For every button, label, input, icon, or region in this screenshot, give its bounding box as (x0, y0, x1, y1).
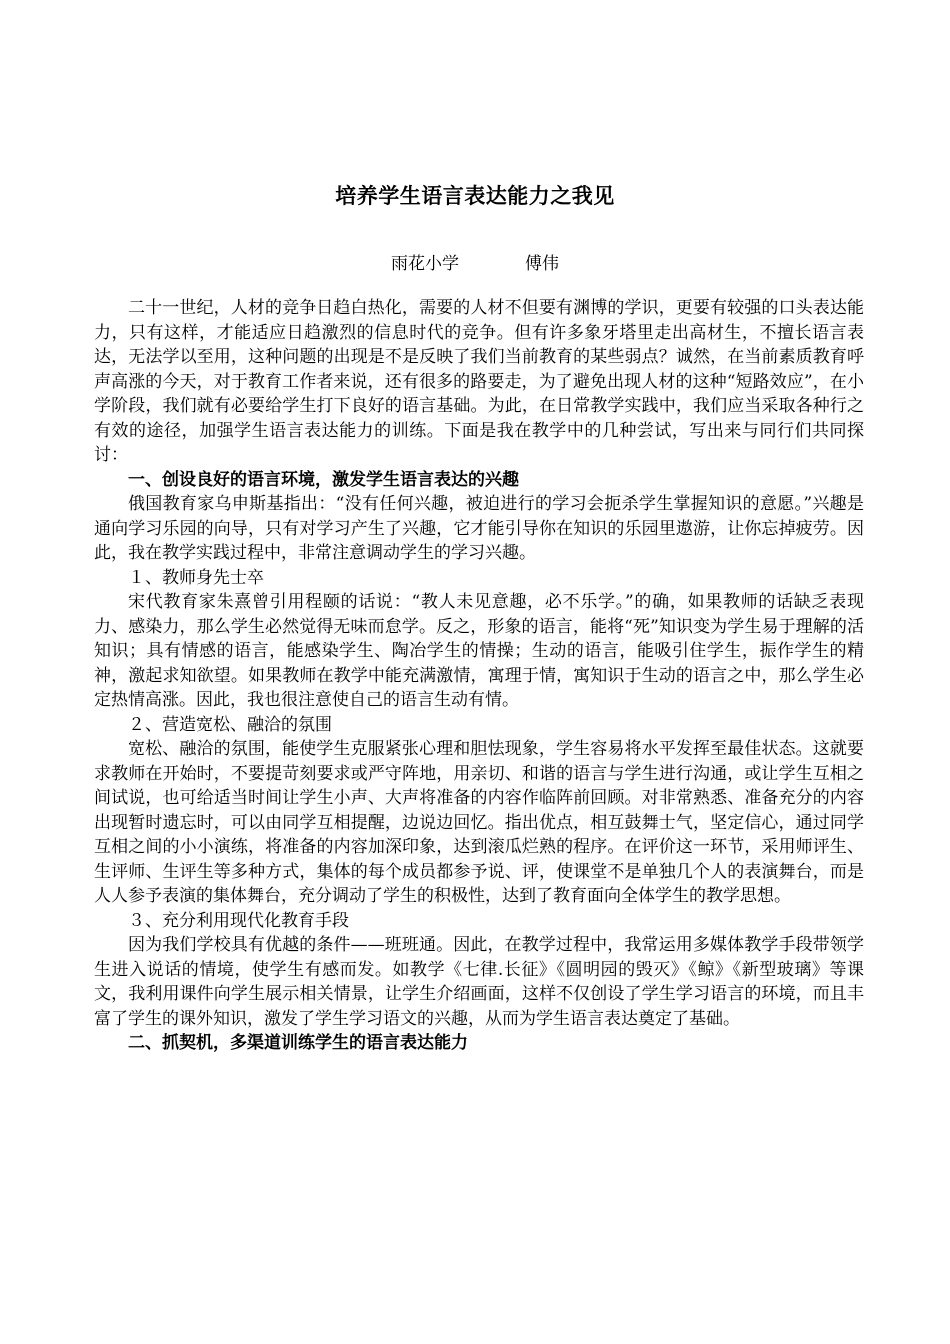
paragraph-interest: 俄国教育家乌申斯基指出：“没有任何兴趣，被迫进行的学习会扼杀学生掌握知识的意愿。”兴趣是通向学习乐园的向导，只有对学习产生了兴趣，它才能引导你在知识的乐园里遨游，让你忘掉疲劳。因此，我在教学实践过程中，非常注意调动学生的学习兴趣。 (94, 494, 864, 563)
author-name: 傅伟 (525, 254, 559, 274)
byline (0, 249, 950, 274)
subheading-1: １、教师身先士卒 (128, 567, 264, 588)
subheading-2: ２、营造宽松、融洽的氛围 (128, 714, 332, 735)
heading-section-1: 一、创设良好的语言环境，激发学生语言表达的兴趣 (128, 469, 519, 490)
heading-section-2: 二、抓契机，多渠道训练学生的语言表达能力 (128, 1033, 468, 1053)
paragraph-teacher-example: 宋代教育家朱熹曾引用程颐的话说：“教人未见意趣，必不乐学。”的确，如果教师的话缺乏表现力、感染力，那么学生必然觉得无味而怠学。反之，形象的语言，能将“死”知识变为学生易于理解的活知识；具有情感的语言，能感染学生、陶冶学生的情操；生动的语言，能吸引住学生，振作学生的精神，激起求知欲望。如果教师在教学中能充满激情，寓理于情，寓知识于生动的语言之中，那么学生必定热情高涨。因此，我也很注意使自己的语言生动有情。 (94, 592, 864, 710)
paragraph-multimedia: 因为我们学校具有优越的条件——班班通。因此，在教学过程中，我常运用多媒体教学手段带领学生进入说话的情境，使学生有感而发。如教学《七律.长征》《圆明园的毁灭》《鲸》《新型玻璃》等课文，我利用课件向学生展示相关情景，让学生介绍画面，这样不仅创设了学生学习语言的环境，而且丰富了学生的课外知识，激发了学生学习语文的兴趣，从而为学生语言表达奠定了基础。 (94, 935, 864, 1029)
paragraph-atmosphere: 宽松、融洽的氛围，能使学生克服紧张心理和胆怯现象，学生容易将水平发挥至最佳状态。这就要求教师在开始时，不要提苛刻要求或严守阵地，用亲切、和谐的语言与学生进行沟通，或让学生互相之间试说，也可给适当时间让学生小声、大声将准备的内容作临阵前回顾。对非常熟悉、准备充分的内容出现暂时遗忘时，可以由同学互相提醒，边说边回忆。指出优点，相互鼓舞士气，坚定信心，通过同学互相之间的小小演练，将准备的内容加深印象，达到滚瓜烂熟的程序。在评价这一环节，采用师评生、生评师、生评生等多种方式，集体的每个成员都参予说、评，使课堂不是单独几个人的表演舞台，而是人人参予表演的集体舞台，充分调动了学生的积极性，达到了教育面向全体学生的教学思想。 (94, 739, 864, 906)
subheading-3: ３、充分利用现代化教育手段 (128, 910, 349, 931)
document-body (94, 296, 864, 1056)
document-title: 培养学生语言表达能力之我见 (335, 183, 615, 208)
school-name: 雨花小学 (391, 254, 459, 274)
paragraph-intro: 二十一世纪，人材的竞争日趋白热化，需要的人材不但要有渊博的学识，更要有较强的口头表达能力，只有这样，才能适应日趋激烈的信息时代的竞争。但有许多象牙塔里走出高材生，不擅长语言表达，无法学以至用，这种问题的出现是不是反映了我们当前教育的某些弱点？诚然，在当前素质教育呼声高涨的今天，对于教育工作者来说，还有很多的路要走，为了避免出现人材的这种“短路效应”，在小学阶段，我们就有必要给学生打下良好的语言基础。为此，在日常教学实践中，我们应当采取各种行之有效的途径，加强学生语言表达能力的训练。下面是我在教学中的几种尝试，写出来与同行们共同探讨： (94, 298, 864, 465)
